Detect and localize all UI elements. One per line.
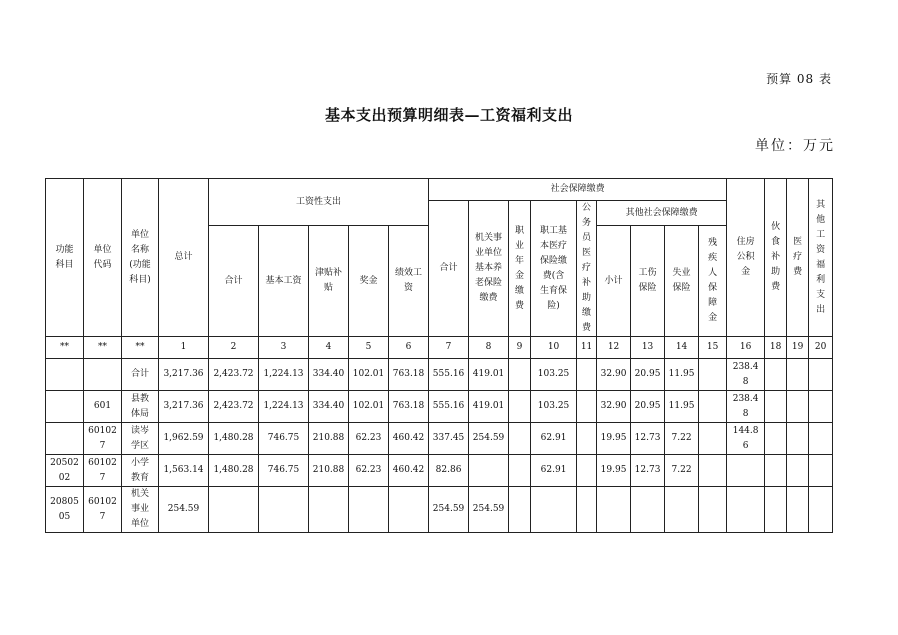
index-cell: 16: [727, 337, 765, 359]
table-cell: 2,423.72: [209, 359, 259, 391]
table-cell: 1,224.13: [259, 359, 309, 391]
table-cell: 读岑 学区: [122, 423, 159, 455]
table-cell: 460.42: [389, 455, 429, 487]
table-cell: [259, 487, 309, 533]
header-performance: 绩效工 资: [389, 226, 429, 337]
header-annuity: 职 业 年 金 缴 费: [509, 201, 531, 337]
table-cell: 20.95: [631, 359, 665, 391]
table-cell: 82.86: [429, 455, 469, 487]
table-cell: 7.22: [665, 423, 699, 455]
table-cell: [577, 391, 597, 423]
table-cell: 62.91: [531, 423, 577, 455]
header-medical-fee: 医 疗 费: [787, 179, 809, 337]
table-cell: 19.95: [597, 423, 631, 455]
table-cell: [309, 487, 349, 533]
index-cell: 19: [787, 337, 809, 359]
table-cell: 小学 教育: [122, 455, 159, 487]
table-cell: [809, 359, 833, 391]
header-other-social: 其他社会保障缴费: [597, 201, 727, 226]
table-cell: [699, 391, 727, 423]
table-cell: [509, 359, 531, 391]
table-cell: [577, 423, 597, 455]
index-cell: 8: [469, 337, 509, 359]
index-cell: 3: [259, 337, 309, 359]
table-cell: 合计: [122, 359, 159, 391]
index-cell: **: [46, 337, 84, 359]
table-cell: 763.18: [389, 391, 429, 423]
table-cell: 7.22: [665, 455, 699, 487]
table-cell: 60102 7: [84, 423, 122, 455]
table-cell: 62.23: [349, 455, 389, 487]
table-cell: [809, 455, 833, 487]
table-cell: [209, 487, 259, 533]
table-cell: [577, 487, 597, 533]
table-cell: 103.25: [531, 359, 577, 391]
table-cell: [631, 487, 665, 533]
table-row: [46, 455, 833, 487]
table-cell: [46, 359, 84, 391]
header-unit-name: 单位 名称 (功能 科目): [122, 179, 159, 337]
header-medical-insurance: 职工基 本医疗 保险缴 费(含 生育保 险): [531, 201, 577, 337]
table-cell: [699, 455, 727, 487]
table-cell: 210.88: [309, 455, 349, 487]
table-cell: 2,423.72: [209, 391, 259, 423]
table-cell: 1,563.14: [159, 455, 209, 487]
table-cell: 337.45: [429, 423, 469, 455]
header-disability: 残 疾 人 保 障 金: [699, 226, 727, 337]
table-cell: 460.42: [389, 423, 429, 455]
table-cell: [699, 359, 727, 391]
table-cell: [787, 423, 809, 455]
table-cell: 103.25: [531, 391, 577, 423]
table-cell: [509, 391, 531, 423]
index-cell: 1: [159, 337, 209, 359]
header-unit-code: 单位 代码: [84, 179, 122, 337]
table-cell: [787, 455, 809, 487]
table-cell: 3,217.36: [159, 391, 209, 423]
table-cell: [809, 391, 833, 423]
index-cell: 15: [699, 337, 727, 359]
header-meal-subsidy: 伙 食 补 助 费: [765, 179, 787, 337]
table-cell: [765, 359, 787, 391]
table-cell: 1,224.13: [259, 391, 309, 423]
unit-label: 单位：万元: [755, 138, 835, 154]
table-cell: 254.59: [159, 487, 209, 533]
index-cell: 12: [597, 337, 631, 359]
table-cell: [727, 487, 765, 533]
index-cell: 7: [429, 337, 469, 359]
table-cell: 334.40: [309, 391, 349, 423]
table-row: [46, 487, 833, 533]
table-cell: 1,480.28: [209, 423, 259, 455]
table-cell: [509, 423, 531, 455]
table-cell: 555.16: [429, 391, 469, 423]
header-basic-wage: 基本工资: [259, 226, 309, 337]
table-cell: 601: [84, 391, 122, 423]
table-cell: 746.75: [259, 455, 309, 487]
table-cell: [699, 487, 727, 533]
table-cell: [509, 455, 531, 487]
table-cell: 238.4 8: [727, 359, 765, 391]
table-cell: 763.18: [389, 359, 429, 391]
index-cell: 13: [631, 337, 665, 359]
table-cell: 机关 事业 单位: [122, 487, 159, 533]
table-cell: 12.73: [631, 455, 665, 487]
table-cell: [787, 359, 809, 391]
table-cell: 60102 7: [84, 487, 122, 533]
table-cell: [577, 455, 597, 487]
table-cell: [765, 455, 787, 487]
table-cell: [765, 391, 787, 423]
table-cell: 62.91: [531, 455, 577, 487]
table-cell: 20.95: [631, 391, 665, 423]
index-cell: 11: [577, 337, 597, 359]
table-cell: 102.01: [349, 391, 389, 423]
table-cell: [46, 423, 84, 455]
table-row: [46, 391, 833, 423]
header-grand-total: 总计: [159, 179, 209, 337]
table-cell: [665, 487, 699, 533]
table-cell: [787, 391, 809, 423]
table-body: [46, 359, 833, 533]
table-cell: 210.88: [309, 423, 349, 455]
table-cell: [787, 487, 809, 533]
table-cell: [531, 487, 577, 533]
index-cell: 4: [309, 337, 349, 359]
table-cell: 144.8 6: [727, 423, 765, 455]
table-cell: [727, 455, 765, 487]
table-cell: 1,962.59: [159, 423, 209, 455]
header-wage-group: 工资性支出: [209, 179, 429, 226]
table-cell: 32.90: [597, 391, 631, 423]
header-social-group: 社会保障缴费: [429, 179, 727, 201]
table-cell: [46, 391, 84, 423]
index-cell: 20: [809, 337, 833, 359]
header-subtotal: 小计: [597, 226, 631, 337]
table-cell: 1,480.28: [209, 455, 259, 487]
table-cell: 419.01: [469, 391, 509, 423]
index-cell: 10: [531, 337, 577, 359]
table-cell: 11.95: [665, 391, 699, 423]
table-cell: 254.59: [429, 487, 469, 533]
table-cell: [699, 423, 727, 455]
header-social-total: 合计: [429, 201, 469, 337]
header-injury: 工伤 保险: [631, 226, 665, 337]
table-cell: 555.16: [429, 359, 469, 391]
table-cell: [765, 487, 787, 533]
table-cell: [809, 487, 833, 533]
index-cell: 9: [509, 337, 531, 359]
table-cell: [597, 487, 631, 533]
page-title: 基本支出预算明细表—工资福利支出: [324, 106, 573, 124]
table-cell: 20502 02: [46, 455, 84, 487]
table-cell: 419.01: [469, 359, 509, 391]
table-row: [46, 359, 833, 391]
table-cell: [765, 423, 787, 455]
table-cell: 60102 7: [84, 455, 122, 487]
index-cell: 14: [665, 337, 699, 359]
header-allowance: 津贴补 贴: [309, 226, 349, 337]
header-civil-medical: 公 务 员 医 疗 补 助 缴 费: [577, 201, 597, 337]
table-cell: [389, 487, 429, 533]
table-cell: 19.95: [597, 455, 631, 487]
table-cell: 254.59: [469, 487, 509, 533]
table-cell: [809, 423, 833, 455]
table-row: [46, 423, 833, 455]
table-cell: [349, 487, 389, 533]
index-cell: 2: [209, 337, 259, 359]
header-unemployment: 失业 保险: [665, 226, 699, 337]
header-other-welfare: 其 他 工 资 福 利 支 出: [809, 179, 833, 337]
table-cell: 县教 体局: [122, 391, 159, 423]
table-cell: [469, 455, 509, 487]
table-number: 预算 08 表: [766, 72, 832, 86]
table-cell: 254.59: [469, 423, 509, 455]
index-cell: **: [84, 337, 122, 359]
header-wage-total: 合计: [209, 226, 259, 337]
header-pension: 机关事 业单位 基本养 老保险 缴费: [469, 201, 509, 337]
index-cell: **: [122, 337, 159, 359]
table-cell: 20805 05: [46, 487, 84, 533]
header-housing-fund: 住房 公积 金: [727, 179, 765, 337]
table-cell: [509, 487, 531, 533]
budget-table: [45, 178, 833, 533]
table-cell: [577, 359, 597, 391]
header-func-subject: 功能 科目: [46, 179, 84, 337]
table-cell: 62.23: [349, 423, 389, 455]
table-cell: 746.75: [259, 423, 309, 455]
table-cell: 102.01: [349, 359, 389, 391]
table-cell: [84, 359, 122, 391]
table-cell: 11.95: [665, 359, 699, 391]
table-cell: 238.4 8: [727, 391, 765, 423]
index-cell: 5: [349, 337, 389, 359]
table-cell: 32.90: [597, 359, 631, 391]
index-cell: 6: [389, 337, 429, 359]
index-cell: 18: [765, 337, 787, 359]
table-cell: 334.40: [309, 359, 349, 391]
header-bonus: 奖金: [349, 226, 389, 337]
table-cell: 12.73: [631, 423, 665, 455]
table-cell: 3,217.36: [159, 359, 209, 391]
index-row: [46, 337, 833, 359]
